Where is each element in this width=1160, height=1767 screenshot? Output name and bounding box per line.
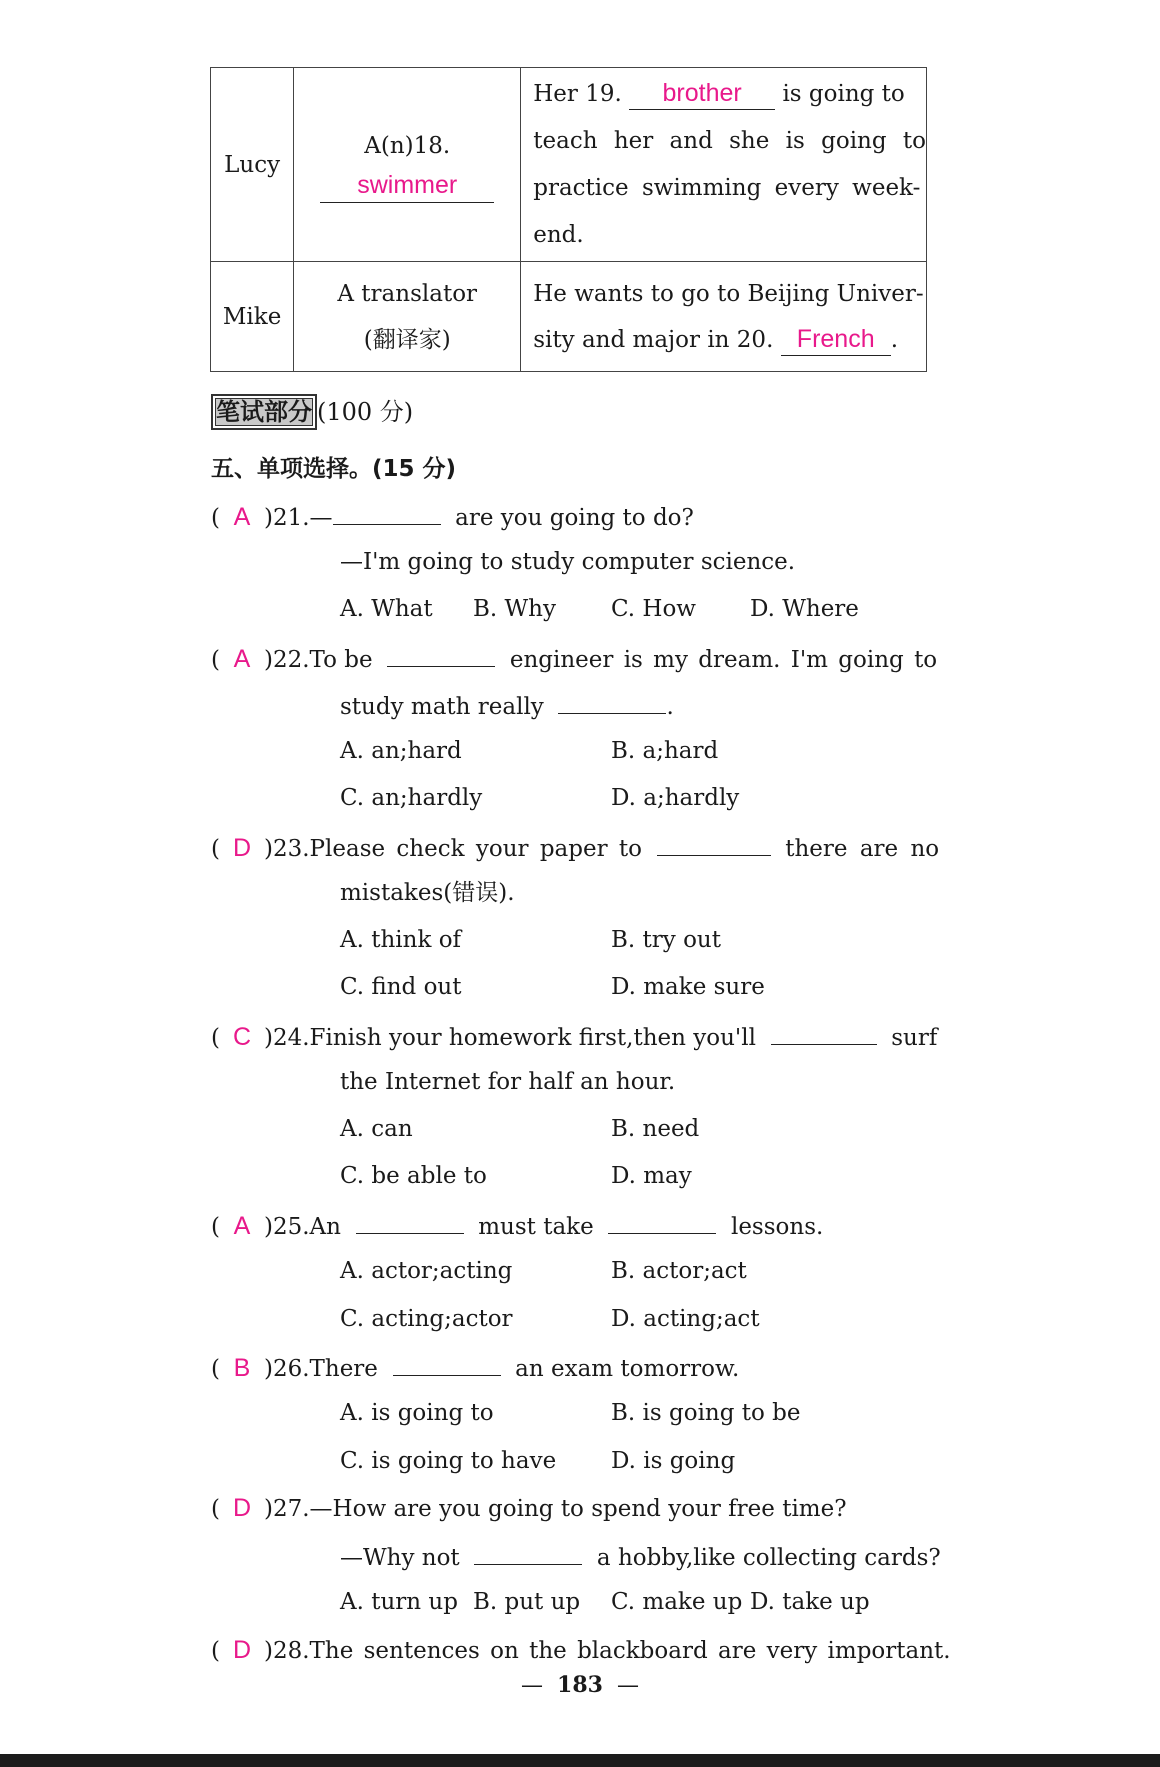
option: C. make up: [611, 1589, 743, 1615]
part-heading: 五、单项选择。(15 分): [211, 456, 457, 482]
option: D. a;hardly: [611, 785, 740, 811]
answer-blank: [657, 829, 771, 856]
answer-blank: [558, 687, 666, 714]
option: C. is going to have: [340, 1448, 557, 1474]
option: B. need: [611, 1116, 700, 1142]
question-stem: Please check your paper to: [309, 836, 642, 862]
option: A. think of: [340, 927, 462, 953]
question-26: ( B )26.There an exam tomorrow.: [211, 1349, 739, 1386]
question-stem: —How are you going to spend your free time?: [309, 1496, 847, 1522]
bottom-bar: [0, 1754, 1160, 1767]
person-name: Mike: [222, 303, 282, 330]
option: C. be able to: [340, 1163, 487, 1189]
option: A. actor;acting: [340, 1258, 513, 1284]
question-stem: there are no: [785, 836, 940, 862]
plan-suffix: is going to: [782, 80, 905, 107]
plan-prefix: sity and major in 20.: [533, 326, 774, 353]
question-stem: must take: [478, 1214, 594, 1240]
question-line: mistakes(错误).: [340, 880, 515, 906]
answer-20: French: [796, 324, 875, 353]
question-number: )27.: [263, 1496, 310, 1522]
table-row: [211, 262, 927, 372]
question-stem: The sentences on the blackboard are very important.: [309, 1638, 951, 1664]
plan-cell: [521, 68, 927, 262]
option: D. is going: [611, 1448, 736, 1474]
name-cell: [211, 262, 294, 372]
page-number-value: 183: [557, 1672, 603, 1698]
person-name: Lucy: [224, 151, 281, 178]
plan-line-2: teach her and she is going to: [533, 127, 926, 154]
plan-prefix: Her 19.: [533, 80, 622, 107]
option: D. may: [611, 1163, 692, 1189]
section-tag: 笔试部分: [211, 394, 317, 430]
option: B. Why: [473, 596, 556, 622]
job-line-2: (翻译家): [363, 326, 451, 353]
answer-blank: [771, 1018, 877, 1045]
question-stem: are you going to do?: [455, 505, 694, 531]
question-27: ( D )27.—How are you going to spend your free time?: [211, 1491, 847, 1526]
option: D. make sure: [611, 974, 765, 1000]
question-number: )22.: [263, 647, 310, 673]
answer-22: A: [233, 645, 251, 673]
question-stem: Finish your homework first,then you'll: [309, 1025, 756, 1051]
option: A. What: [340, 596, 433, 622]
option: D. acting;act: [611, 1306, 760, 1332]
option: B. a;hard: [611, 738, 719, 764]
question-number: )25.: [263, 1214, 310, 1240]
question-number: )26.: [263, 1356, 310, 1382]
answer-23: D: [232, 834, 252, 862]
plan-line-3: practice swimming every week-: [533, 174, 921, 201]
job-cell: [294, 68, 521, 262]
question-line: —Why not a hobby,like collecting cards?: [340, 1538, 941, 1575]
option: D. Where: [750, 596, 859, 622]
section-score: (100 分): [317, 398, 414, 426]
option: D. take up: [750, 1589, 870, 1615]
page-number: — 183 —: [521, 1672, 639, 1698]
question-stem: engineer is my dream. I'm going to: [509, 647, 938, 673]
answer-blank: [393, 1349, 501, 1376]
question-stem: an exam tomorrow.: [515, 1356, 740, 1382]
plan-suffix: .: [890, 326, 899, 353]
answer-blank: [387, 640, 495, 667]
answer-19: brother: [662, 78, 742, 107]
question-21: [211, 498, 694, 535]
question-22: ( A )22.To be engineer is my dream. I'm going to: [211, 640, 937, 677]
question-stem: To be: [309, 647, 373, 673]
plan-line-1: He wants to go to Beijing Univer-: [533, 280, 924, 307]
option: B. is going to be: [611, 1400, 801, 1426]
plan-cell: [521, 262, 927, 372]
option: C. acting;actor: [340, 1306, 513, 1332]
question-stem: —: [309, 505, 333, 531]
option: C. an;hardly: [340, 785, 483, 811]
answer-blank: [333, 498, 441, 525]
option: A. can: [340, 1116, 413, 1142]
section-header: [211, 394, 413, 430]
question-line: study math really .: [340, 687, 674, 724]
option: B. try out: [611, 927, 721, 953]
job-prefix: A(n)18.: [364, 132, 451, 159]
question-line: —I'm going to study computer science.: [340, 549, 796, 575]
question-24: ( C )24.Finish your homework first,then you'll surf: [211, 1018, 937, 1055]
question-28: ( D )28.The sentences on the blackboard are very important.: [211, 1633, 951, 1668]
answer-28: D: [232, 1636, 252, 1664]
option: C. find out: [340, 974, 462, 1000]
answer-24: C: [232, 1023, 252, 1051]
question-stem: There: [309, 1356, 378, 1382]
question-line: the Internet for half an hour.: [340, 1069, 676, 1095]
table-row: [211, 68, 927, 262]
paren-open: (: [211, 505, 220, 531]
answer-18: swimmer: [357, 170, 458, 199]
option: B. actor;act: [611, 1258, 747, 1284]
option: B. put up: [473, 1589, 581, 1615]
answer-blank: [474, 1538, 582, 1565]
job-line-1: A translator: [337, 280, 478, 307]
answer-blank: [356, 1207, 464, 1234]
answer-blank: [608, 1207, 716, 1234]
question-25: ( A )25.An must take lessons.: [211, 1207, 823, 1244]
plan-line-4: end.: [533, 221, 584, 248]
answer-26: B: [233, 1354, 251, 1382]
name-cell: [211, 68, 294, 262]
question-23: ( D )23.Please check your paper to there are no: [211, 829, 939, 866]
question-number: )21.: [263, 505, 310, 531]
option: A. is going to: [340, 1400, 494, 1426]
option: A. turn up: [340, 1589, 458, 1615]
option: A. an;hard: [340, 738, 462, 764]
answer-21: A: [233, 503, 251, 531]
answer-25: A: [233, 1212, 251, 1240]
answer-27: D: [232, 1494, 252, 1522]
question-number: )24.: [263, 1025, 310, 1051]
question-stem: surf: [891, 1025, 938, 1051]
question-stem: lessons.: [730, 1214, 824, 1240]
option: C. How: [611, 596, 696, 622]
job-cell: [294, 262, 521, 372]
info-table: [210, 67, 927, 372]
question-number: )28.: [263, 1638, 310, 1664]
question-stem: An: [309, 1214, 341, 1240]
question-number: )23.: [263, 836, 310, 862]
